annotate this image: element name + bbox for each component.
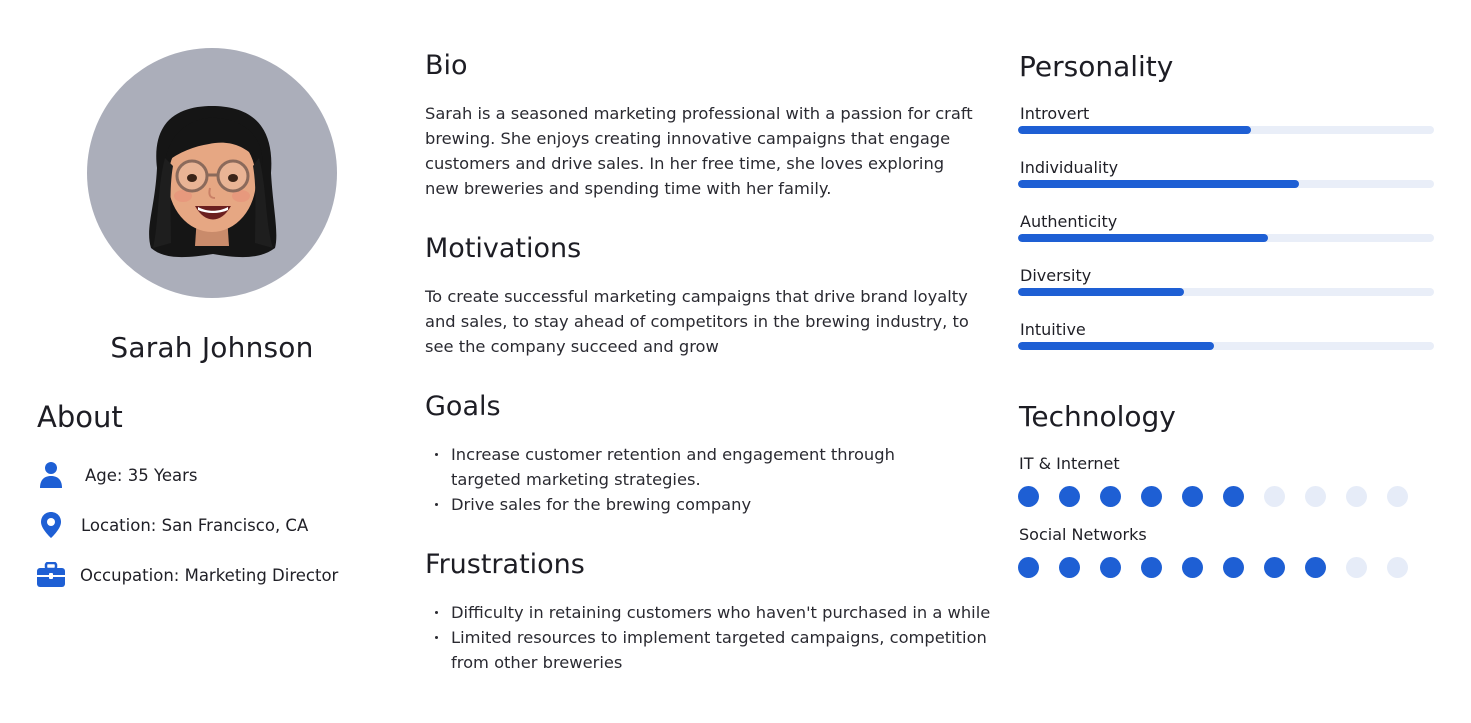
trait-label-individuality: Individuality [1020, 158, 1119, 177]
frustrations-title: Frustrations [425, 549, 585, 580]
tech-label-social-networks: Social Networks [1019, 525, 1147, 544]
technology-title: Technology [1019, 400, 1176, 433]
trait-label-intuitive: Intuitive [1020, 320, 1086, 339]
person-icon [35, 460, 67, 490]
location-pin-icon [35, 510, 67, 540]
rating-dot [1182, 557, 1203, 578]
trait-fill-intuitive [1018, 342, 1214, 350]
list-item: Increase customer retention and engagement through targeted marketing strategies. [425, 442, 905, 492]
trait-label-diversity: Diversity [1020, 266, 1092, 285]
avatar [87, 48, 337, 298]
frustrations-list [425, 600, 995, 675]
trait-fill-individuality [1018, 180, 1299, 188]
trait-bar-diversity [1018, 288, 1434, 296]
rating-dot [1346, 557, 1367, 578]
rating-dot [1141, 557, 1162, 578]
briefcase-icon [35, 560, 67, 590]
rating-dot [1100, 557, 1121, 578]
trait-label-introvert: Introvert [1020, 104, 1090, 123]
rating-dot [1264, 557, 1285, 578]
rating-dot [1346, 486, 1367, 507]
list-item: Drive sales for the brewing company [425, 492, 905, 517]
list-item: Limited resources to implement targeted campaigns, competition from other breweries [425, 625, 995, 675]
trait-label-authenticity: Authenticity [1020, 212, 1118, 231]
rating-dot [1100, 486, 1121, 507]
bio-title: Bio [425, 50, 468, 81]
about-title: About [37, 400, 123, 434]
trait-fill-introvert [1018, 126, 1251, 134]
persona-name: Sarah Johnson [110, 331, 314, 364]
rating-dot [1182, 486, 1203, 507]
trait-bar-introvert [1018, 126, 1434, 134]
trait-bar-intuitive [1018, 342, 1434, 350]
goals-list [425, 442, 905, 517]
bio-text: Sarah is a seasoned marketing professional with a passion for craft brewing. She enjoys creating innovative campaigns that engage customers and drive sales. In her free time, she loves exploring new breweries and spending time with her family. [425, 104, 973, 198]
tech-rating-it-internet [1018, 486, 1408, 507]
trait-bar-authenticity [1018, 234, 1434, 242]
goals-title: Goals [425, 391, 501, 422]
list-item: Difficulty in retaining customers who haven't purchased in a while [425, 600, 995, 625]
motivations-title: Motivations [425, 233, 582, 264]
trait-fill-diversity [1018, 288, 1184, 296]
rating-dot [1141, 486, 1162, 507]
tech-label-it-internet: IT & Internet [1019, 454, 1120, 473]
rating-dot [1059, 486, 1080, 507]
rating-dot [1305, 486, 1326, 507]
motivations-text: To create successful marketing campaigns that drive brand loyalty and sales, to stay ahead of competitors in the brewing industry, to see the company succeed and grow [425, 287, 969, 356]
about-age-text: Age: 35 Years [85, 465, 198, 485]
rating-dot [1018, 486, 1039, 507]
rating-dot [1387, 557, 1408, 578]
about-item-location [35, 510, 308, 540]
rating-dot [1223, 557, 1244, 578]
about-item-age [35, 460, 198, 490]
tech-rating-social-networks [1018, 557, 1408, 578]
about-location-text: Location: San Francisco, CA [81, 515, 309, 535]
rating-dot [1264, 486, 1285, 507]
about-occupation-text: Occupation: Marketing Director [80, 565, 339, 585]
rating-dot [1305, 557, 1326, 578]
rating-dot [1059, 557, 1080, 578]
trait-bar-individuality [1018, 180, 1434, 188]
rating-dot [1018, 557, 1039, 578]
rating-dot [1387, 486, 1408, 507]
trait-fill-authenticity [1018, 234, 1268, 242]
rating-dot [1223, 486, 1244, 507]
avatar-memoji-image [87, 48, 337, 298]
personality-title: Personality [1019, 50, 1174, 83]
about-item-occupation [35, 560, 338, 590]
